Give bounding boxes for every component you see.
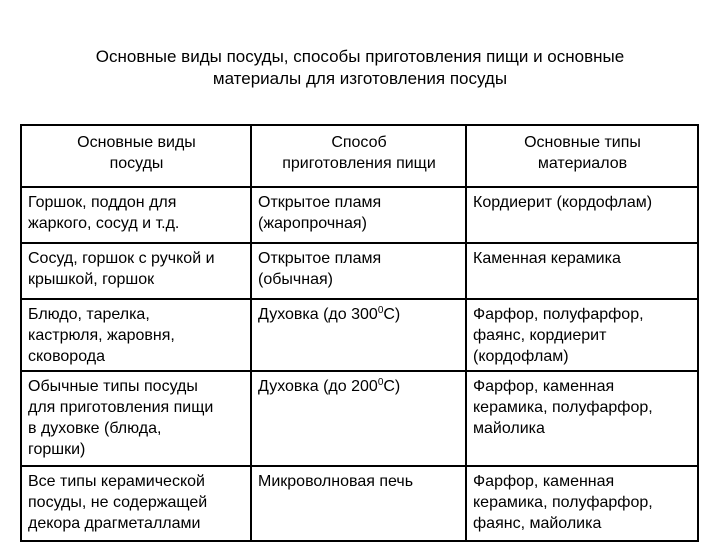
table-row — [21, 466, 698, 541]
cell-text-line: декора драгметаллами — [28, 515, 201, 532]
cell-text-line: (кордофлам) — [473, 348, 569, 365]
table-row — [21, 299, 698, 371]
header-materials-line: Основные типы — [524, 134, 641, 151]
cell-text-line: фаянс, кордиерит — [473, 327, 607, 344]
cell-text-line: Микроволновая печь — [258, 473, 414, 490]
header-method-line: Способ — [331, 134, 387, 151]
cell-materials — [466, 466, 698, 541]
degree-superscript: 0 — [377, 377, 384, 388]
cell-text-line: майолика — [473, 420, 545, 437]
table-header-row — [21, 125, 698, 187]
cell-method — [251, 299, 466, 371]
cell-text-line: Горшок, поддон для — [28, 194, 177, 211]
cell-method — [251, 187, 466, 243]
cell-kind — [21, 187, 251, 243]
cell-materials — [466, 243, 698, 299]
cell-materials — [466, 371, 698, 466]
cell-method — [251, 243, 466, 299]
method-unit: С) — [383, 378, 401, 395]
cell-text-line: горшки) — [28, 441, 86, 458]
materials-table — [20, 124, 699, 542]
table-row — [21, 243, 698, 299]
cell-text-line: Кордиерит (кордофлам) — [473, 194, 653, 211]
cell-text-line: Все типы керамической — [28, 473, 205, 490]
header-materials-line: материалов — [537, 155, 628, 172]
cell-text-line: Каменная керамика — [473, 250, 621, 267]
method-text: Духовка (до 200 — [258, 378, 378, 395]
cell-text-line: (обычная) — [258, 271, 333, 288]
cell-text-line: Блюдо, тарелка, — [28, 306, 150, 323]
method-unit: С) — [383, 306, 401, 323]
cell-text-line: Фарфор, полуфарфор, — [473, 306, 644, 323]
method-text: Духовка (до 300 — [258, 306, 378, 323]
cell-kind — [21, 243, 251, 299]
cell-text-line: посуды, не содержащей — [28, 494, 208, 511]
header-kinds-line: посуды — [109, 155, 164, 172]
header-materials — [466, 125, 698, 187]
cell-text-line: в духовке (блюда, — [28, 420, 162, 437]
cell-text-line — [258, 304, 460, 325]
cell-materials — [466, 299, 698, 371]
header-kinds-line: Основные виды — [77, 134, 196, 151]
cell-method — [251, 466, 466, 541]
cell-text-line: Фарфор, каменная — [473, 473, 615, 490]
title-line-1: Основные виды посуды, способы приготовления пищи и основные — [95, 47, 625, 66]
cell-kind — [21, 466, 251, 541]
header-kinds — [21, 125, 251, 187]
degree-superscript: 0 — [377, 305, 384, 316]
cell-text-line: Открытое пламя — [258, 194, 382, 211]
header-method — [251, 125, 466, 187]
cell-method — [251, 371, 466, 466]
table-row — [21, 371, 698, 466]
cell-text-line: Сосуд, горшок с ручкой и — [28, 250, 215, 267]
cell-text-line: Открытое пламя — [258, 250, 382, 267]
cell-kind — [21, 299, 251, 371]
cell-text-line: (жаропрочная) — [258, 215, 367, 232]
cell-text-line: фаянс, майолика — [473, 515, 602, 532]
cell-text-line: Обычные типы посуды — [28, 378, 198, 395]
cell-text-line: Фарфор, каменная — [473, 378, 615, 395]
page-title — [30, 46, 690, 90]
cell-text-line: керамика, полуфарфор, — [473, 399, 653, 416]
cell-materials — [466, 187, 698, 243]
table-row — [21, 187, 698, 243]
cell-kind — [21, 371, 251, 466]
cell-text-line: крышкой, горшок — [28, 271, 155, 288]
cell-text-line: сковорода — [28, 348, 105, 365]
header-method-line: приготовления пищи — [282, 155, 436, 172]
cell-text-line: керамика, полуфарфор, — [473, 494, 653, 511]
cell-text-line: для приготовления пищи — [28, 399, 214, 416]
cell-text-line: кастрюля, жаровня, — [28, 327, 175, 344]
cell-text-line — [258, 376, 460, 397]
cell-text-line: жаркого, сосуд и т.д. — [28, 215, 180, 232]
title-line-2: материалы для изготовления посуды — [212, 69, 508, 88]
